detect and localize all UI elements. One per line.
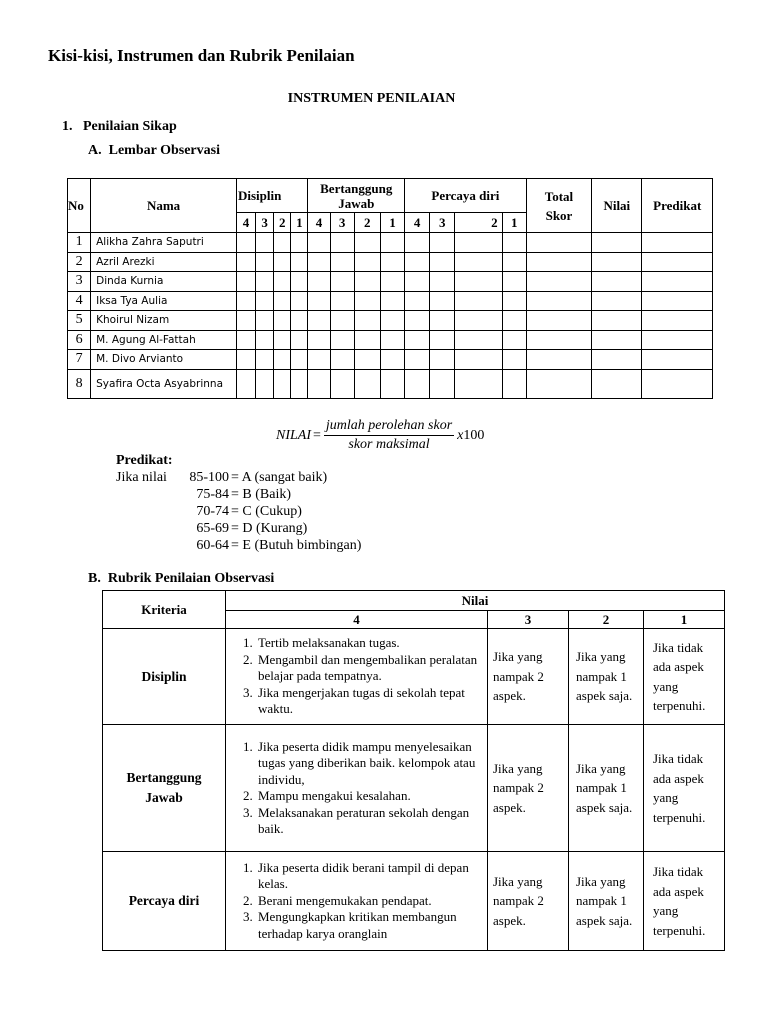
score-cell	[642, 291, 713, 311]
criteria-item: 1. Jika peserta didik mampu menyelesaikan tugas yang diberikan baik. kelompok atau individu,	[256, 739, 487, 789]
predikat-prefix	[116, 486, 187, 503]
score-cell	[405, 291, 430, 311]
score-cell	[274, 252, 291, 272]
student-name: Syafira Octa Asyabrinna	[91, 369, 237, 398]
rubric-score-4: 4	[226, 611, 488, 629]
section-rubrik: B. Rubrik Penilaian Observasi	[88, 571, 275, 586]
table-row	[68, 311, 713, 331]
score-1-description: Jika tidak ada aspek yang terpenuhi.	[644, 725, 725, 852]
score-cell	[642, 330, 713, 350]
page-heading: INSTRUMEN PENILAIAN	[287, 91, 456, 106]
score-cell	[291, 233, 308, 253]
score-3: 3	[330, 213, 354, 233]
score-cell	[380, 272, 404, 292]
score-cell	[430, 272, 455, 292]
score-cell	[291, 369, 308, 398]
score-cell	[274, 311, 291, 331]
predikat-range: 70-74	[196, 504, 229, 519]
score-cell	[642, 369, 713, 398]
criterion-name: Percaya diri	[103, 852, 226, 951]
score-2: 2	[354, 213, 380, 233]
score-cell	[526, 330, 591, 350]
score-cell	[405, 233, 430, 253]
score-cell	[455, 350, 502, 370]
score-1-description: Jika tidak ada aspek yang terpenuhi.	[644, 629, 725, 725]
score-1: 1	[291, 213, 308, 233]
score-cell	[237, 350, 256, 370]
score-1: 1	[380, 213, 404, 233]
predikat-prefix: Jika nilai	[116, 470, 167, 485]
score-cell	[405, 311, 430, 331]
score-2: 2	[455, 213, 502, 233]
score-4-criteria	[226, 725, 488, 852]
score-cell	[291, 291, 308, 311]
rubric-row	[103, 629, 725, 725]
row-number: 6	[68, 330, 91, 350]
row-number: 2	[68, 252, 91, 272]
table-row	[68, 330, 713, 350]
table-row	[68, 233, 713, 253]
score-cell	[308, 233, 330, 253]
score-cell	[380, 291, 404, 311]
predikat-range: 60-64	[196, 538, 229, 553]
score-cell	[592, 311, 642, 331]
row-number: 3	[68, 272, 91, 292]
header-disiplin: Disiplin	[237, 179, 308, 213]
score-1: 1	[502, 213, 526, 233]
score-2-description: Jika yang nampak 1 aspek saja.	[569, 725, 644, 852]
header-nilai: Nilai	[592, 179, 642, 233]
header-nama: Nama	[91, 179, 237, 233]
predikat-description: = C (Cukup)	[231, 504, 302, 519]
predikat-list	[116, 469, 361, 554]
score-cell	[405, 252, 430, 272]
score-cell	[274, 233, 291, 253]
criteria-item: 1. Tertib melaksanakan tugas.	[256, 635, 487, 652]
score-cell	[308, 272, 330, 292]
student-name: M. Agung Al-Fattah	[91, 330, 237, 350]
predikat-description: = B (Baik)	[231, 487, 291, 502]
score-4: 4	[308, 213, 330, 233]
criteria-item: 2. Berani mengemukakan pendapat.	[256, 893, 487, 910]
score-cell	[256, 350, 274, 370]
score-cell	[526, 252, 591, 272]
formula-times: x	[457, 427, 464, 443]
student-name: Azril Arezki	[91, 252, 237, 272]
score-cell	[256, 291, 274, 311]
score-cell	[502, 311, 526, 331]
score-cell	[330, 330, 354, 350]
score-cell	[455, 369, 502, 398]
score-cell	[330, 291, 354, 311]
criteria-list	[226, 860, 487, 943]
criteria-item: 3. Mengungkapkan kritikan membangun terhadap karya oranglain	[256, 909, 487, 942]
score-cell	[308, 311, 330, 331]
predikat-range: 85-100	[189, 470, 229, 485]
score-cell	[502, 233, 526, 253]
score-cell	[237, 233, 256, 253]
score-cell	[592, 330, 642, 350]
criteria-list	[226, 635, 487, 718]
section-penilaian-sikap: 1. Penilaian Sikap	[62, 119, 177, 134]
formula-lhs: NILAI	[276, 427, 311, 443]
student-name: Iksa Tya Aulia	[91, 291, 237, 311]
score-cell	[291, 252, 308, 272]
score-cell	[430, 311, 455, 331]
score-cell	[308, 350, 330, 370]
score-cell	[291, 350, 308, 370]
score-cell	[380, 350, 404, 370]
formula-numerator: jumlah perolehan skor	[324, 418, 454, 436]
criteria-item: 1. Jika peserta didik berani tampil di depan kelas.	[256, 860, 487, 893]
score-cell	[526, 291, 591, 311]
score-cell	[274, 291, 291, 311]
predikat-prefix	[116, 520, 187, 537]
score-cell	[642, 233, 713, 253]
table-row	[68, 350, 713, 370]
criterion-name: Bertanggung Jawab	[103, 725, 226, 852]
score-4-criteria	[226, 852, 488, 951]
score-cell	[502, 330, 526, 350]
nilai-formula	[276, 418, 484, 453]
score-cell	[526, 350, 591, 370]
score-cell	[237, 291, 256, 311]
score-4-criteria	[226, 629, 488, 725]
criteria-item: 2. Mengambil dan mengembalikan peralatan belajar pada tempatnya.	[256, 652, 487, 685]
score-cell	[354, 330, 380, 350]
score-cell	[237, 330, 256, 350]
score-cell	[256, 272, 274, 292]
score-cell	[592, 291, 642, 311]
score-cell	[308, 330, 330, 350]
score-cell	[455, 311, 502, 331]
score-cell	[592, 369, 642, 398]
score-cell	[354, 233, 380, 253]
score-cell	[430, 291, 455, 311]
score-cell	[274, 272, 291, 292]
score-cell	[291, 311, 308, 331]
score-2: 2	[274, 213, 291, 233]
score-cell	[502, 252, 526, 272]
score-3-description: Jika yang nampak 2 aspek.	[488, 629, 569, 725]
student-name: Dinda Kurnia	[91, 272, 237, 292]
predikat-prefix	[116, 537, 187, 554]
predikat-range: 65-69	[196, 521, 229, 536]
header-nilai: Nilai	[226, 591, 725, 611]
score-cell	[642, 350, 713, 370]
score-cell	[256, 311, 274, 331]
rubric-row	[103, 852, 725, 951]
row-number: 1	[68, 233, 91, 253]
score-cell	[354, 311, 380, 331]
row-number: 4	[68, 291, 91, 311]
score-cell	[291, 272, 308, 292]
score-4: 4	[237, 213, 256, 233]
score-cell	[330, 272, 354, 292]
score-cell	[237, 252, 256, 272]
score-cell	[502, 272, 526, 292]
header-percaya-diri: Percaya diri	[405, 179, 527, 213]
table-row	[68, 291, 713, 311]
header-kriteria: Kriteria	[103, 591, 226, 629]
score-cell	[430, 350, 455, 370]
score-cell	[237, 272, 256, 292]
score-cell	[455, 233, 502, 253]
table-row	[68, 272, 713, 292]
score-cell	[330, 369, 354, 398]
formula-multiplier: 100	[463, 427, 485, 443]
score-cell	[405, 369, 430, 398]
score-cell	[380, 252, 404, 272]
score-cell	[354, 252, 380, 272]
score-cell	[455, 330, 502, 350]
score-cell	[354, 350, 380, 370]
table-row	[68, 252, 713, 272]
rubric-table	[102, 590, 725, 951]
rubric-score-2: 2	[569, 611, 644, 629]
header-tanggung-jawab: Bertanggung Jawab	[308, 179, 405, 213]
score-cell	[274, 369, 291, 398]
score-4: 4	[405, 213, 430, 233]
predikat-prefix	[116, 503, 187, 520]
score-cell	[380, 330, 404, 350]
score-cell	[380, 233, 404, 253]
observation-table	[67, 178, 713, 399]
criteria-list	[226, 739, 487, 838]
score-cell	[642, 252, 713, 272]
score-cell	[308, 369, 330, 398]
score-3: 3	[256, 213, 274, 233]
score-cell	[330, 350, 354, 370]
score-cell	[526, 311, 591, 331]
score-cell	[330, 233, 354, 253]
score-cell	[380, 311, 404, 331]
score-cell	[502, 369, 526, 398]
score-cell	[430, 252, 455, 272]
rubric-score-1: 1	[644, 611, 725, 629]
section-lembar-observasi: A. Lembar Observasi	[88, 143, 220, 158]
table-row	[68, 369, 713, 398]
predikat-description: = A (sangat baik)	[231, 470, 328, 485]
criteria-item: 3. Melaksanakan peraturan sekolah dengan baik.	[256, 805, 487, 838]
score-cell	[380, 369, 404, 398]
criteria-item: 2. Mampu mengakui kesalahan.	[256, 788, 487, 805]
score-cell	[592, 272, 642, 292]
score-cell	[430, 330, 455, 350]
score-cell	[330, 311, 354, 331]
student-name: Khoirul Nizam	[91, 311, 237, 331]
score-cell	[592, 233, 642, 253]
criterion-name: Disiplin	[103, 629, 226, 725]
score-cell	[526, 369, 591, 398]
formula-equals: =	[313, 427, 321, 443]
rubric-score-3: 3	[488, 611, 569, 629]
score-cell	[256, 330, 274, 350]
formula-fraction	[324, 418, 454, 453]
score-1-description: Jika tidak ada aspek yang terpenuhi.	[644, 852, 725, 951]
score-cell	[291, 330, 308, 350]
score-3-description: Jika yang nampak 2 aspek.	[488, 852, 569, 951]
score-cell	[405, 272, 430, 292]
score-cell	[354, 272, 380, 292]
score-cell	[592, 252, 642, 272]
score-cell	[430, 369, 455, 398]
score-cell	[455, 252, 502, 272]
score-3-description: Jika yang nampak 2 aspek.	[488, 725, 569, 852]
header-predikat: Predikat	[642, 179, 713, 233]
score-cell	[642, 311, 713, 331]
score-cell	[455, 291, 502, 311]
student-name: Alikha Zahra Saputri	[91, 233, 237, 253]
score-2-description: Jika yang nampak 1 aspek saja.	[569, 629, 644, 725]
score-cell	[274, 350, 291, 370]
score-cell	[502, 350, 526, 370]
score-cell	[526, 233, 591, 253]
score-cell	[455, 272, 502, 292]
formula-denominator: skor maksimal	[348, 437, 430, 452]
score-cell	[526, 272, 591, 292]
header-no: No	[68, 179, 91, 233]
score-cell	[330, 252, 354, 272]
score-cell	[237, 311, 256, 331]
score-cell	[256, 233, 274, 253]
predikat-block	[116, 452, 361, 554]
score-cell	[592, 350, 642, 370]
score-cell	[405, 330, 430, 350]
score-3: 3	[430, 213, 455, 233]
header-total-skor: Total Skor	[526, 179, 591, 233]
score-cell	[430, 233, 455, 253]
predikat-label: Predikat:	[116, 453, 173, 468]
predikat-description: = D (Kurang)	[231, 521, 308, 536]
score-2-description: Jika yang nampak 1 aspek saja.	[569, 852, 644, 951]
score-cell	[256, 252, 274, 272]
score-cell	[642, 272, 713, 292]
predikat-description: = E (Butuh bimbingan)	[231, 538, 362, 553]
criteria-item: 3. Jika mengerjakan tugas di sekolah tepat waktu.	[256, 685, 487, 718]
row-number: 5	[68, 311, 91, 331]
score-cell	[502, 291, 526, 311]
score-cell	[237, 369, 256, 398]
rubric-row	[103, 725, 725, 852]
score-cell	[354, 291, 380, 311]
score-cell	[405, 350, 430, 370]
score-cell	[274, 330, 291, 350]
row-number: 8	[68, 369, 91, 398]
row-number: 7	[68, 350, 91, 370]
score-cell	[256, 369, 274, 398]
document-title: Kisi-kisi, Instrumen dan Rubrik Penilaian	[48, 46, 355, 65]
score-cell	[308, 291, 330, 311]
score-cell	[354, 369, 380, 398]
predikat-range: 75-84	[196, 487, 229, 502]
score-cell	[308, 252, 330, 272]
student-name: M. Divo Arvianto	[91, 350, 237, 370]
